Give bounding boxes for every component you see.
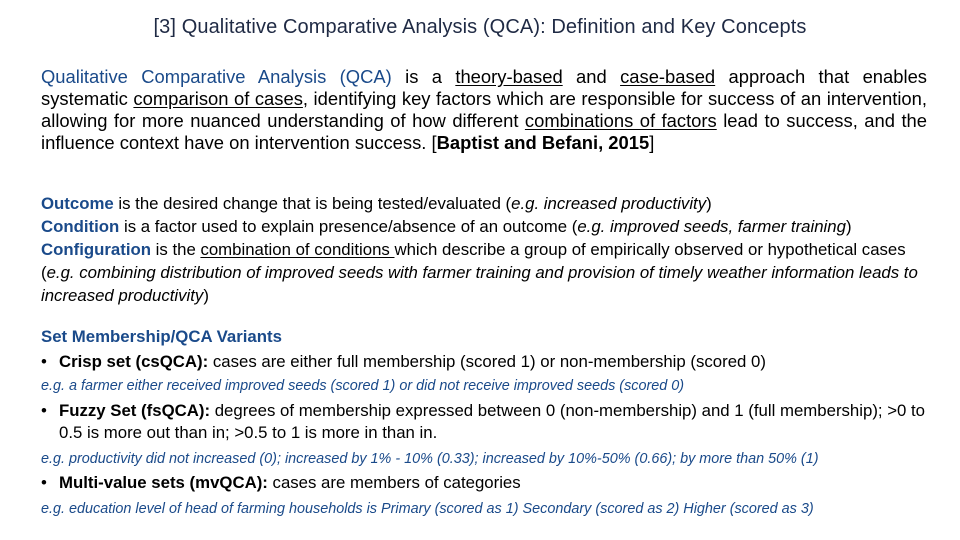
fuzzy-set-example: e.g. productivity did not increased (0); increased by 1% - 10% (0.33); increased by 10%-50% (0.66); by more than 50% (1) [41,451,819,467]
multi-value-text: cases are members of categories [267,473,521,492]
combination-of-conditions-term: combination of conditions [200,240,395,259]
crisp-set-label: Crisp set (cs [59,352,160,371]
fuzzy-set-label: ): [198,401,211,420]
definition-text: is the [151,240,201,259]
condition-definition [41,215,941,238]
bullet-icon: • [41,352,47,371]
section-heading: Set Membership/QCA Variants [41,327,282,346]
fuzzy-set-label: QCA [161,401,199,420]
definition-text: which describe a group of empirically observed or hypothetical cases ( [41,240,906,282]
crisp-set-label: QCA [159,352,198,371]
set-membership-section [41,326,941,540]
multi-value-bullet [41,472,941,494]
example-text: e.g. improved seeds, farmer training [577,217,846,236]
outcome-definition [41,192,941,215]
crisp-set-text: cases are either full membership (scored 1) or non-membership (scored 0) [208,352,766,371]
definition-text: is a factor used to explain presence/absence of an outcome ( [119,217,578,236]
definition-text: ) [203,286,209,305]
crisp-set-label: ): [197,352,209,371]
slide-title: [3] Qualitative Comparative Analysis (QCA): Definition and Key Concepts [153,16,807,38]
example-text: e.g. combining distribution of improved seeds with farmer training and provision of timely weather information leads to increased productivity [41,263,918,305]
intro-text: lead to success, and the influence context have on intervention success. [ [41,110,928,153]
configuration-term: Configuration [41,240,151,259]
intro-paragraph [41,66,927,154]
citation: Baptist and Befani, 2015 [436,132,650,153]
intro-text: approach that enables systematic [41,66,927,109]
multi-value-label: ): [256,473,268,492]
outcome-term: Outcome [41,194,114,213]
definition-text: ) [845,217,852,236]
intro-text: is a [391,66,456,87]
intro-text: ] [649,132,655,153]
case-based-term: case-based [620,66,716,87]
crisp-set-bullet [41,351,941,373]
definition-text: is the desired change that is being tested/evaluated ( [113,194,512,213]
fuzzy-set-bullet [41,400,941,444]
bullet-icon: • [41,473,47,492]
qca-term: Qualitative Comparative Analysis (QCA) [41,66,392,87]
intro-text: , identifying key factors which are responsible for success of an intervention, allowing for more nuanced understanding of how different [41,88,927,131]
intro-text: and [562,66,621,87]
condition-term: Condition [41,217,120,236]
multi-value-label: Multi-value sets (mv [59,473,220,492]
combinations-of-factors-term: combinations of factors [524,110,717,131]
multi-value-label: QCA [219,473,257,492]
example-text: e.g. increased productivity [511,194,707,213]
definition-text: ) [706,194,712,213]
theory-based-term: theory-based [455,66,563,87]
fuzzy-set-text: degrees of membership expressed between 0 (non-membership) and 1 (full membership); >0 to 0.5 is more out than in; >0.5 to 1 is more in than in. [59,401,926,442]
definitions-block [41,192,941,316]
configuration-definition [41,238,941,307]
fuzzy-set-label: Fuzzy Set (fs [59,401,162,420]
multi-value-example: e.g. education level of head of farming households is Primary (scored as 1) Secondary (scored as 2) Higher (scored as 3) [41,501,814,517]
crisp-set-example: e.g. a farmer either received improved seeds (scored 1) or did not receive improved seeds (scored 0) [41,378,685,394]
comparison-of-cases-term: comparison of cases [133,88,303,109]
bullet-icon: • [41,401,47,420]
